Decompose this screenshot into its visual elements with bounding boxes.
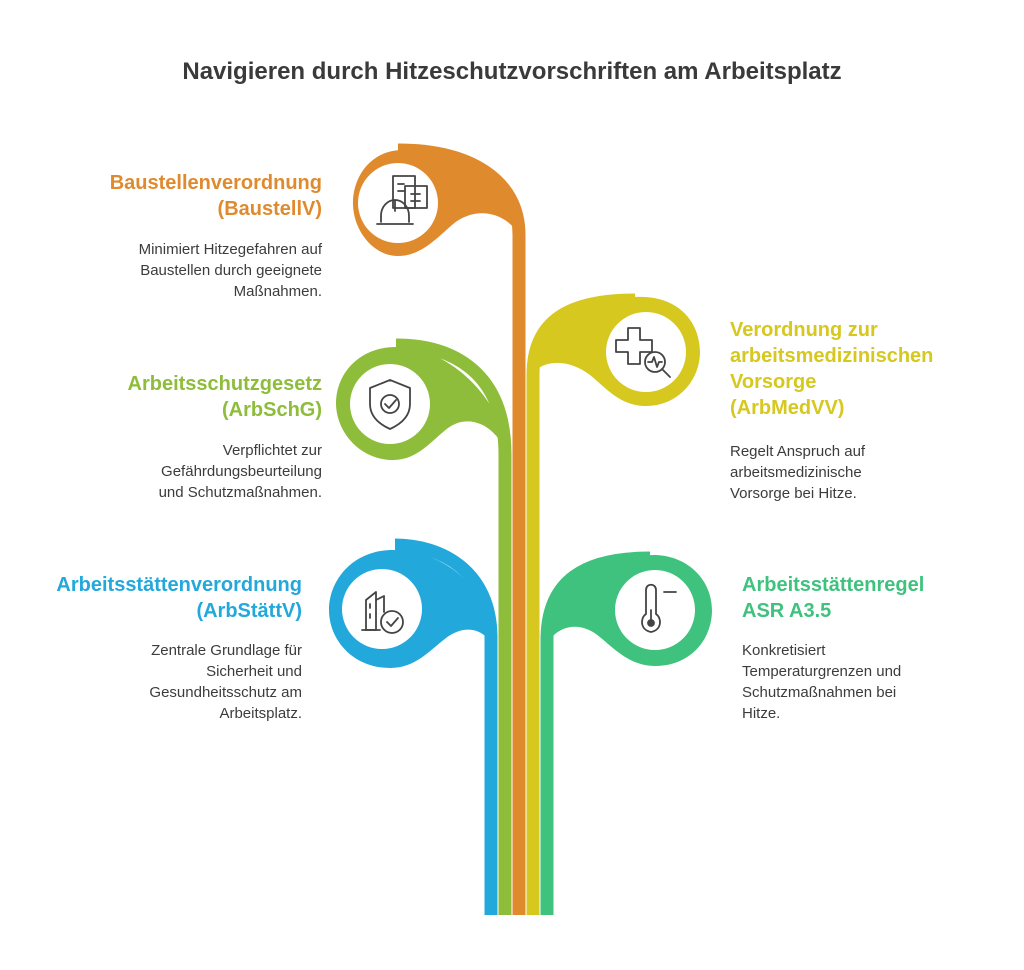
item-desc-baustellv: Minimiert Hitzegefahren auf Baustellen durch geeignete Maßnahmen. [138,241,322,300]
icon-circle-baustellv [358,163,438,243]
item-title-baustellv: Baustellenverordnung (BaustellV) [109,172,322,220]
item-title-arbstaettv: Arbeitsstättenverordnung (ArbStättV) [56,574,302,622]
item-desc-arbstaettv: Zentrale Grundlage für Sicherheit und Gesundheitsschutz am Arbeitsplatz. [149,642,302,722]
item-title-arbmedvv: Verordnung zur arbeitsmedizinischen Vorsorge (ArbMedVV) [730,319,934,419]
item-desc-asr: Konkretisiert Temperaturgrenzen und Schutzmaßnahmen bei Hitze. [742,642,902,722]
item-desc-arbschg: Verpflichtet zur Gefährdungsbeurteilung und Schutzmaßnahmen. [158,442,322,501]
icon-circle-arbschg [350,364,430,444]
item-desc-arbmedvv: Regelt Anspruch auf arbeitsmedizinische Vorsorge bei Hitze. [730,443,866,502]
item-title-asr: Arbeitsstättenregel ASR A3.5 [742,574,925,622]
item-title-arbschg: Arbeitsschutzgesetz (ArbSchG) [127,373,322,421]
page-title: Navigieren durch Hitzeschutzvorschriften am Arbeitsplatz [182,58,842,85]
icon-circle-asr [615,570,695,650]
icon-circle-arbstaettv [342,569,422,649]
